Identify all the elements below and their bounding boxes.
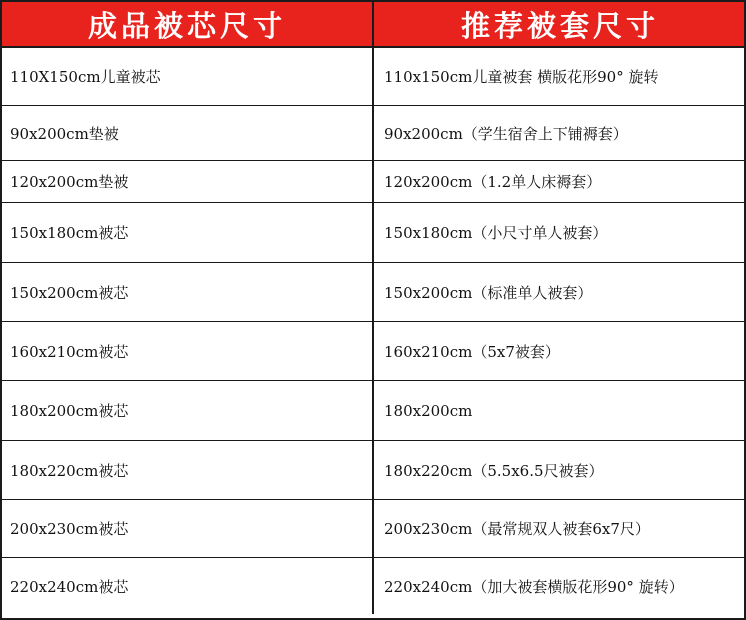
- table-header: [2, 2, 744, 48]
- core-size-cell: 150x200cm被芯: [10, 283, 129, 302]
- cover-size-cell: 120x200cm（1.2单人床褥套）: [372, 161, 744, 202]
- header-core-size: 成品被芯尺寸: [87, 8, 286, 43]
- table-row: [2, 161, 744, 203]
- core-size-cell: 120x200cm垫被: [10, 173, 129, 191]
- core-size-cell: 160x210cm被芯: [10, 342, 129, 361]
- core-size-cell: 180x220cm被芯: [10, 461, 129, 480]
- table-row: [2, 203, 744, 263]
- cover-size-cell: 90x200cm（学生宿舍上下铺褥套）: [372, 106, 744, 160]
- cover-size-cell: 150x180cm（小尺寸单人被套）: [372, 203, 744, 262]
- core-size-cell: 110X150cm儿童被芯: [10, 68, 161, 86]
- core-size-cell: 200x230cm被芯: [10, 520, 129, 538]
- cover-size-cell: 110x150cm儿童被套 横版花形90° 旋转: [372, 48, 744, 105]
- core-size-cell: 180x200cm被芯: [10, 402, 129, 420]
- cover-size-cell: 220x240cm（加大被套横版花形90° 旋转）: [372, 558, 744, 614]
- core-size-cell: 220x240cm被芯: [10, 577, 129, 596]
- table-row: [2, 263, 744, 322]
- core-size-cell: 90x200cm垫被: [10, 124, 119, 143]
- table-row: [2, 558, 744, 614]
- cover-size-cell: 150x200cm（标准单人被套）: [372, 263, 744, 321]
- header-recommended-cover-size: 推荐被套尺寸: [372, 2, 746, 46]
- cover-size-cell: 160x210cm（5x7被套）: [372, 322, 744, 380]
- table-row: [2, 500, 744, 558]
- table-row: [2, 48, 744, 106]
- cover-size-cell: 200x230cm（最常规双人被套6x7尺）: [372, 500, 744, 557]
- cover-size-cell: 180x220cm（5.5x6.5尺被套）: [372, 441, 744, 499]
- core-size-cell: 150x180cm被芯: [10, 224, 129, 242]
- table-row: [2, 322, 744, 381]
- table-row: [2, 381, 744, 441]
- cover-size-cell: 180x200cm: [372, 381, 744, 440]
- table-row: [2, 441, 744, 500]
- table-row: [2, 106, 744, 161]
